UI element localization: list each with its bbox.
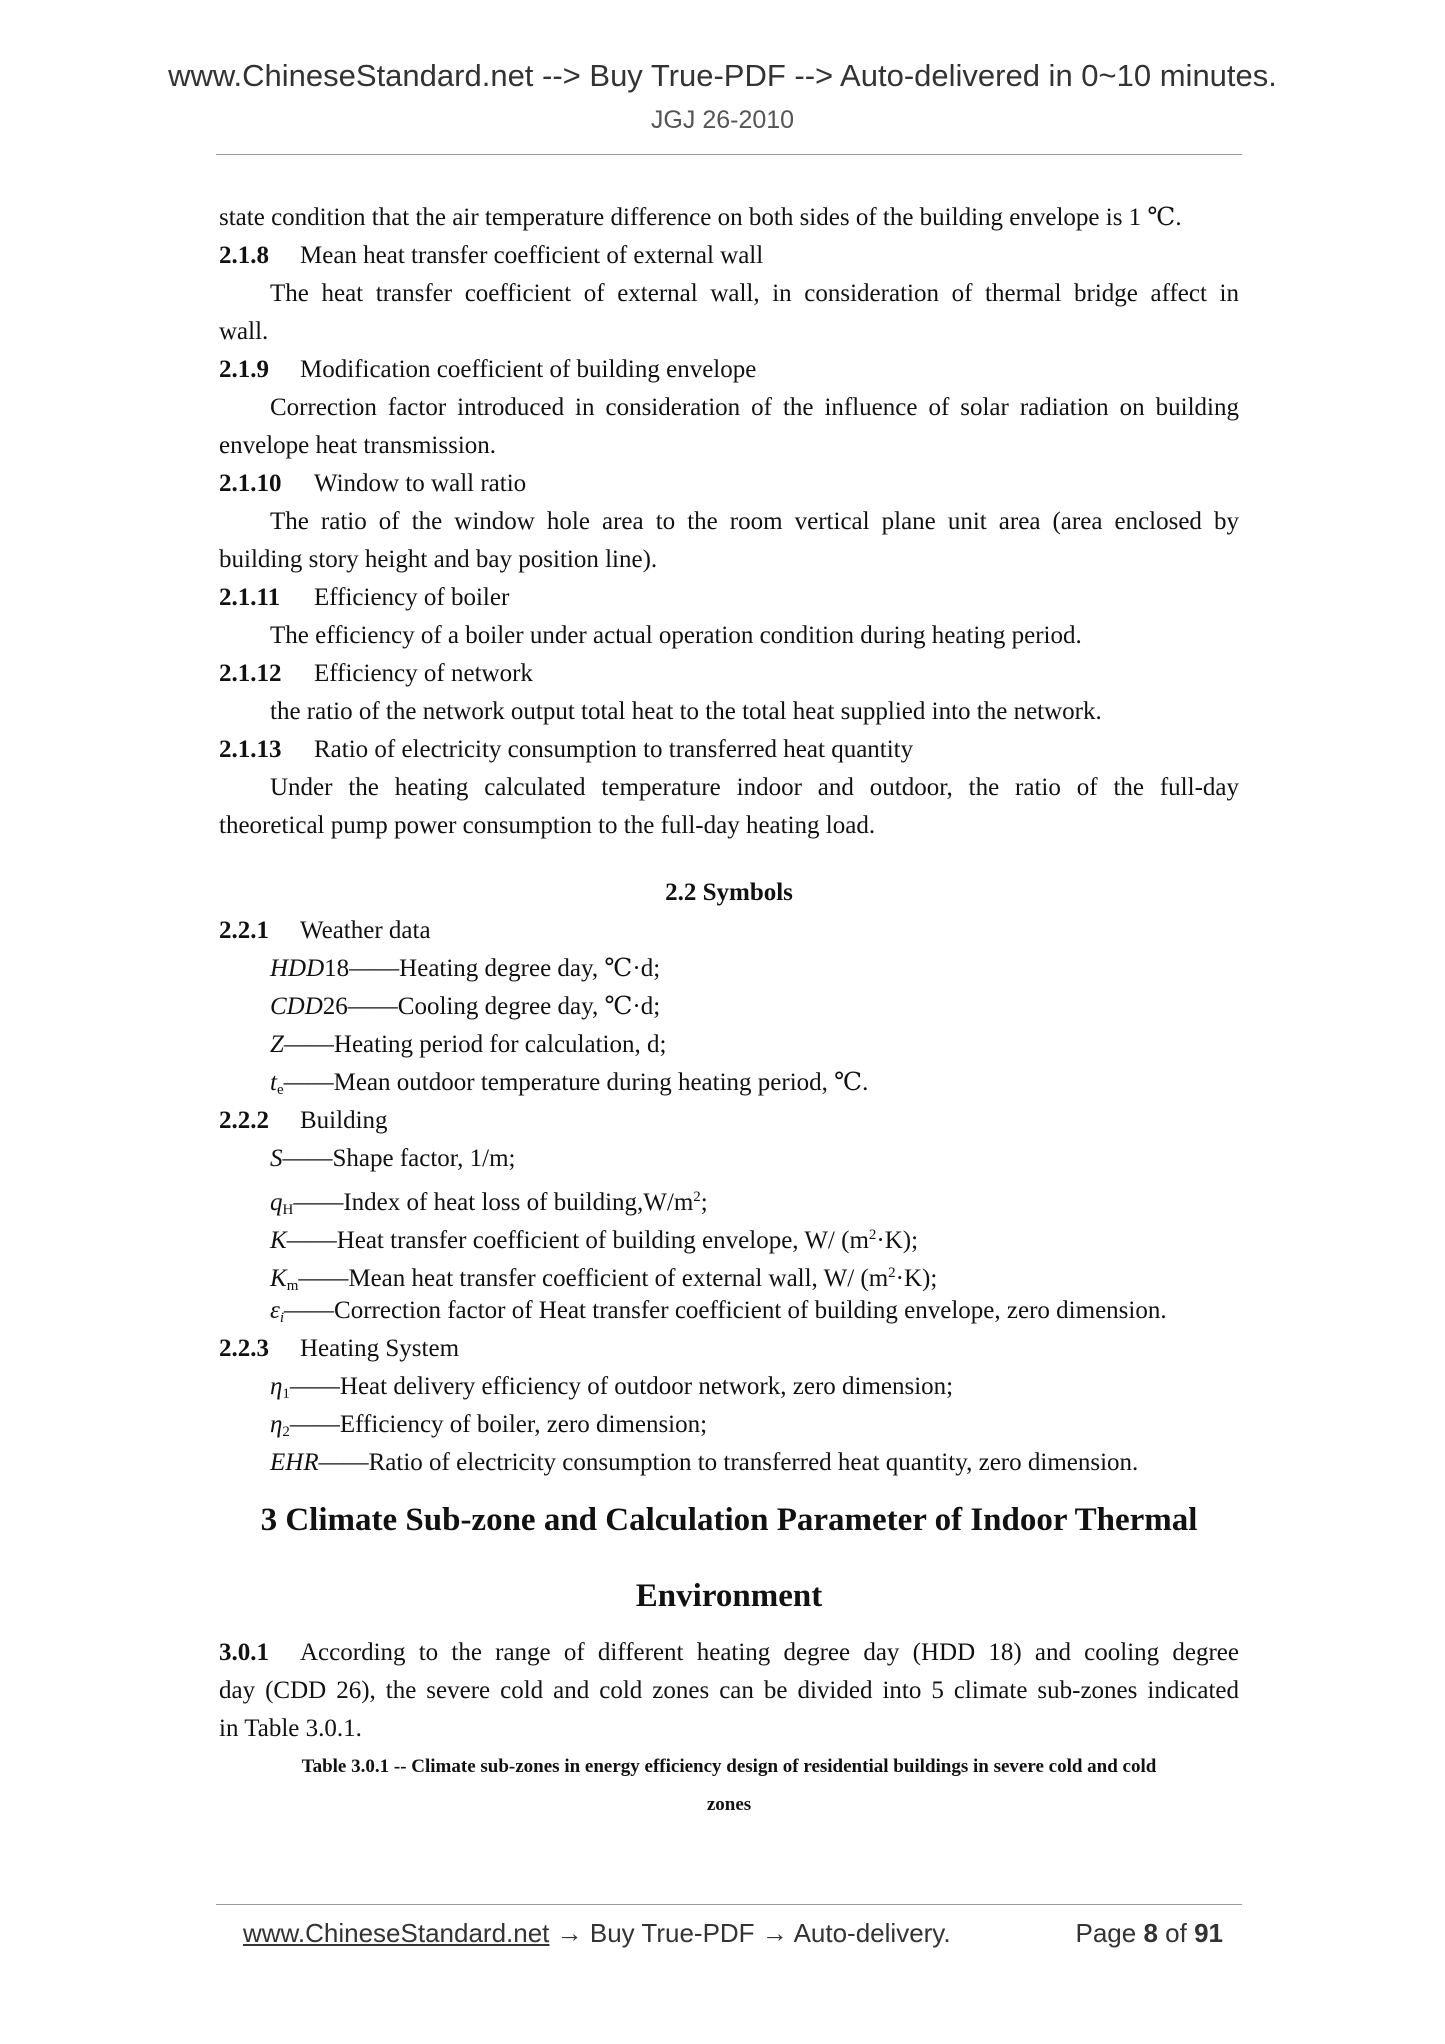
symbol-entry-eta1 — [219, 1368, 1239, 1406]
clause-title: Efficiency of network — [314, 660, 533, 687]
clause-heading-2-2-1 — [219, 912, 1239, 950]
footer-divider — [216, 1904, 1242, 1905]
symbol: S — [270, 1145, 283, 1172]
symbol-superscript: 2 — [693, 1189, 701, 1205]
page-total: 91 — [1194, 1918, 1223, 1948]
clause-title: Weather data — [300, 917, 431, 944]
clause-number: 3.0.1 — [219, 1639, 269, 1666]
paragraph-line: theoretical pump power consumption to the full-day heating load. — [219, 812, 876, 839]
clause-heading-2-2-2 — [219, 1102, 1239, 1140]
symbol-description: ——Index of heat loss of building,W/m — [293, 1189, 694, 1216]
page-number: 8 — [1143, 1918, 1158, 1948]
footer-link-text[interactable]: → Buy True-PDF → Auto-delivery. — [549, 1918, 951, 1948]
symbol-entry-epsilon — [219, 1292, 1239, 1330]
symbol: EHR — [270, 1449, 319, 1476]
section-title-symbols: 2.2 Symbols — [665, 879, 793, 906]
paragraph-line: day (CDD 26), the severe cold and cold zones can be divided into 5 climate sub-zones indicated — [219, 1677, 1239, 1704]
clause-heading-2-1-8 — [219, 237, 1239, 275]
clause-title: Heating System — [300, 1335, 460, 1362]
clause-title: Window to wall ratio — [314, 470, 527, 497]
symbol: q — [270, 1189, 283, 1216]
symbol: Z — [270, 1031, 284, 1058]
clause-number: 2.1.9 — [219, 356, 269, 383]
clause-number: 2.1.11 — [219, 584, 281, 611]
symbol-subscript: H — [282, 1202, 294, 1218]
symbol-entry-eta2 — [219, 1406, 1239, 1444]
symbol-entry-cdd — [219, 988, 1239, 1026]
symbol-description: ——Cooling degree day, ℃·d; — [347, 993, 661, 1020]
symbol-entry-ehr — [219, 1444, 1239, 1482]
clause-number: 2.2.2 — [219, 1107, 269, 1134]
symbol-description: ——Correction factor of Heat transfer coefficient of building envelope, zero dimension. — [284, 1297, 1167, 1324]
header-banner[interactable]: www.ChineseStandard.net --> Buy True-PDF --> Auto-delivered in 0~10 minutes. — [168, 58, 1277, 93]
clause-title: Mean heat transfer coefficient of external wall — [300, 242, 764, 269]
paragraph-line: The heat transfer coefficient of external wall, in consideration of thermal bridge affect in — [270, 280, 1239, 307]
clause-heading-2-1-9 — [219, 351, 1239, 389]
symbol-description: ——Efficiency of boiler, zero dimension; — [289, 1411, 708, 1438]
section-gap — [219, 845, 1239, 874]
paragraph-line: in Table 3.0.1. — [219, 1715, 362, 1742]
page-indicator — [1075, 1918, 1223, 1949]
symbol-entry-z — [219, 1026, 1239, 1064]
symbol-subscript: 2 — [282, 1424, 290, 1440]
symbol: η — [270, 1373, 283, 1400]
symbol-subscript: e — [276, 1082, 284, 1098]
clause-title: Ratio of electricity consumption to transferred heat quantity — [314, 736, 914, 763]
document-code: JGJ 26-2010 — [650, 106, 795, 134]
paragraph-line: building story height and bay position line). — [219, 546, 658, 573]
page-body — [219, 199, 1239, 1824]
paragraph-line: The ratio of the window hole area to the room vertical plane unit area (area enclosed by — [270, 508, 1239, 535]
symbol-description-end: ·K); — [895, 1265, 938, 1292]
symbol-number: 18 — [324, 955, 350, 982]
symbol-entry-s — [219, 1140, 1239, 1178]
clause-text: According to the range of different heating degree day (HDD 18) and cooling degree — [300, 1639, 1239, 1666]
chapter-title-continued: Environment — [635, 1578, 823, 1614]
symbol: HDD — [270, 955, 325, 982]
clause-number: 2.1.13 — [219, 736, 282, 763]
symbol-subscript: i — [279, 1310, 285, 1326]
chapter-title: 3 Climate Sub-zone and Calculation Parameter of Indoor Thermal — [260, 1502, 1198, 1538]
symbol-entry-qh — [219, 1178, 1239, 1216]
symbol-description-end: ; — [700, 1189, 708, 1216]
symbol-description: ——Shape factor, 1/m; — [282, 1145, 516, 1172]
paragraph-line: envelope heat transmission. — [219, 432, 497, 459]
symbol-number: 26 — [322, 993, 348, 1020]
clause-title: Modification coefficient of building envelope — [300, 356, 757, 383]
symbol: η — [270, 1411, 283, 1438]
symbol-subscript: 1 — [282, 1386, 290, 1402]
of-label: of — [1165, 1918, 1187, 1948]
clause-number: 2.1.8 — [219, 242, 269, 269]
symbol-superscript: 2 — [888, 1265, 896, 1281]
symbol: ε — [270, 1297, 280, 1324]
paragraph-line: state condition that the air temperature difference on both sides of the building envelope is 1 ℃. — [219, 204, 1182, 231]
symbol-subscript: m — [286, 1278, 299, 1294]
clause-heading-2-1-11 — [219, 579, 1239, 617]
footer-site-link[interactable]: www.ChineseStandard.net — [243, 1918, 550, 1948]
clause-heading-2-1-12 — [219, 655, 1239, 693]
clause-heading-2-2-3 — [219, 1330, 1239, 1368]
clause-3-0-1 — [219, 1634, 1239, 1672]
clause-number: 2.2.1 — [219, 917, 269, 944]
symbol-description: ——Mean heat transfer coefficient of external wall, W/ (m — [298, 1265, 889, 1292]
symbol-entry-hdd — [219, 950, 1239, 988]
paragraph-line: The efficiency of a boiler under actual operation condition during heating period. — [270, 622, 1082, 649]
symbol-description: ——Heating period for calculation, d; — [283, 1031, 667, 1058]
footer-link-group — [243, 1918, 951, 1949]
paragraph-line: wall. — [219, 318, 269, 345]
symbol-description: ——Heat transfer coefficient of building envelope, W/ (m — [286, 1227, 869, 1254]
clause-heading-2-1-13 — [219, 731, 1239, 769]
symbol-entry-k — [219, 1216, 1239, 1254]
symbol: t — [270, 1069, 277, 1096]
symbol: K — [270, 1227, 287, 1254]
clause-number: 2.1.12 — [219, 660, 282, 687]
table-caption-continued: zones — [706, 1794, 752, 1815]
page-label: Page — [1075, 1918, 1137, 1948]
clause-title: Efficiency of boiler — [314, 584, 510, 611]
symbol: CDD — [270, 993, 323, 1020]
symbol-description: ——Mean outdoor temperature during heating period, ℃. — [283, 1069, 869, 1096]
paragraph-line: the ratio of the network output total heat to the total heat supplied into the network. — [270, 698, 1102, 725]
symbol-description: ——Heating degree day, ℃·d; — [349, 955, 661, 982]
paragraph-line: Correction factor introduced in consideration of the influence of solar radiation on building — [270, 394, 1239, 421]
symbol-description: ——Heat delivery efficiency of outdoor network, zero dimension; — [289, 1373, 954, 1400]
symbol-description: ——Ratio of electricity consumption to transferred heat quantity, zero dimension. — [318, 1449, 1139, 1476]
table-caption: Table 3.0.1 -- Climate sub-zones in energy efficiency design of residential buildings in severe cold and cold — [301, 1756, 1157, 1777]
clause-number: 2.1.10 — [219, 470, 282, 497]
symbol-entry-te — [219, 1064, 1239, 1102]
clause-title: Building — [300, 1107, 388, 1134]
header-divider — [216, 154, 1242, 155]
symbol-description-end: ·K); — [876, 1227, 919, 1254]
symbol-entry-km — [219, 1254, 1239, 1292]
clause-number: 2.2.3 — [219, 1335, 269, 1362]
paragraph-line: Under the heating calculated temperature indoor and outdoor, the ratio of the full-day — [270, 774, 1239, 801]
symbol: K — [270, 1265, 287, 1292]
clause-heading-2-1-10 — [219, 465, 1239, 503]
symbol-superscript: 2 — [868, 1227, 877, 1243]
